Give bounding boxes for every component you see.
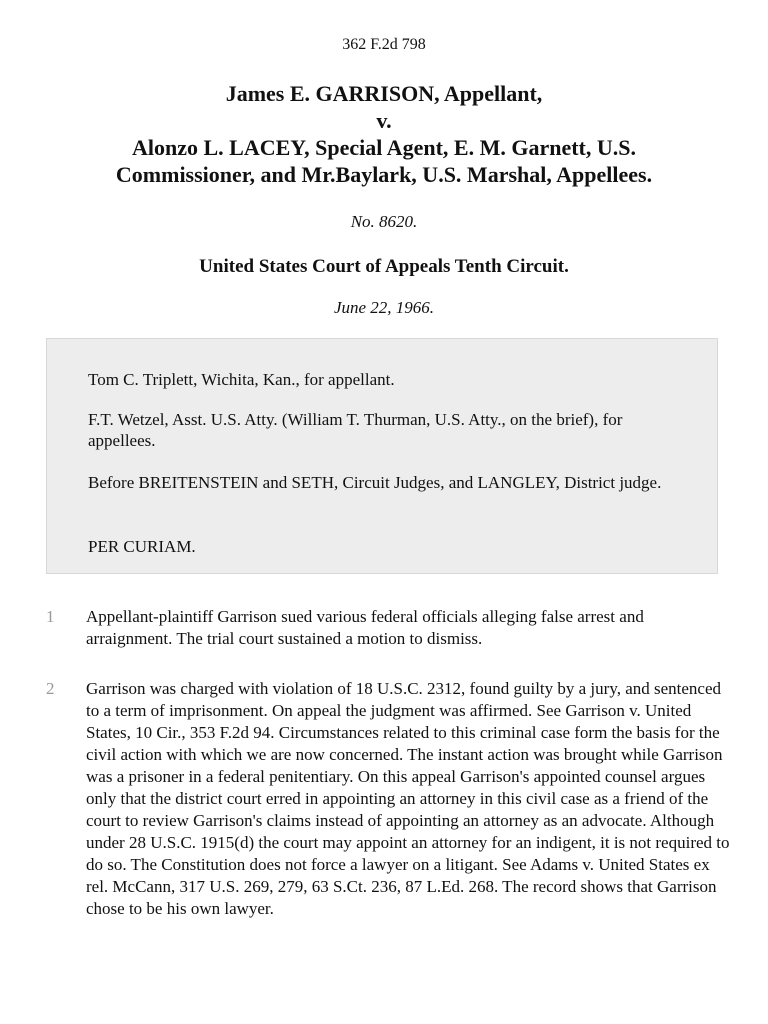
title-line-appellees-2: Commissioner, and Mr.Baylark, U.S. Marshal, Appellees.	[115, 162, 653, 187]
counsel-box	[46, 338, 718, 574]
case-citation: 362 F.2d 798	[342, 36, 426, 53]
paragraph-number-1: 1	[46, 607, 55, 626]
paragraph-number-2: 2	[46, 679, 55, 698]
title-line-appellant: James E. GARRISON, Appellant,	[225, 81, 543, 106]
per-curiam-label: PER CURIAM.	[88, 537, 196, 556]
decision-date: June 22, 1966.	[333, 298, 435, 317]
counsel-appellees: F.T. Wetzel, Asst. U.S. Atty. (William T. Thurman, U.S. Atty., on the brief), for appellees.	[88, 410, 623, 450]
bench-judges: Before BREITENSTEIN and SETH, Circuit Judges, and LANGLEY, District judge.	[88, 473, 662, 492]
case-title	[20, 80, 748, 188]
paragraph-1: Appellant-plaintiff Garrison sued various federal officials alleging false arrest and arraignment. The trial court sustained a motion to dismiss.	[86, 607, 644, 648]
counsel-appellant: Tom C. Triplett, Wichita, Kan., for appellant.	[88, 370, 395, 389]
court-name: United States Court of Appeals Tenth Circuit.	[199, 256, 569, 277]
docket-number: No. 8620.	[350, 212, 418, 231]
paragraph-2: Garrison was charged with violation of 18 U.S.C. 2312, found guilty by a jury, and sentenced to a term of imprisonment. On appeal the judgment was affirmed. See Garrison v. United States, 10 Cir., 353 F.2d 94. Circumstances related to this criminal case form the basis for the civil action with which we are now concerned. The instant action was brought while Garrison was a prisoner in a federal penitentiary. On this appeal Garrison's appointed counsel argues only that the district court erred in appointing an attorney in this civil case as a friend of the court to review Garrison's claims instead of appointing an attorney as an advocate. Although under 28 U.S.C. 1915(d) the court may appoint an attorney for an indigent, it is not required to do so. The Constitution does not force a lawyer on a litigant. See Adams v. United States ex rel. McCann, 317 U.S. 269, 279, 63 S.Ct. 236, 87 L.Ed. 268. The record shows that Garrison chose to be his own lawyer.	[86, 679, 730, 918]
title-line-versus: v.	[376, 108, 392, 133]
title-line-appellees-1: Alonzo L. LACEY, Special Agent, E. M. Garnett, U.S.	[132, 135, 636, 160]
